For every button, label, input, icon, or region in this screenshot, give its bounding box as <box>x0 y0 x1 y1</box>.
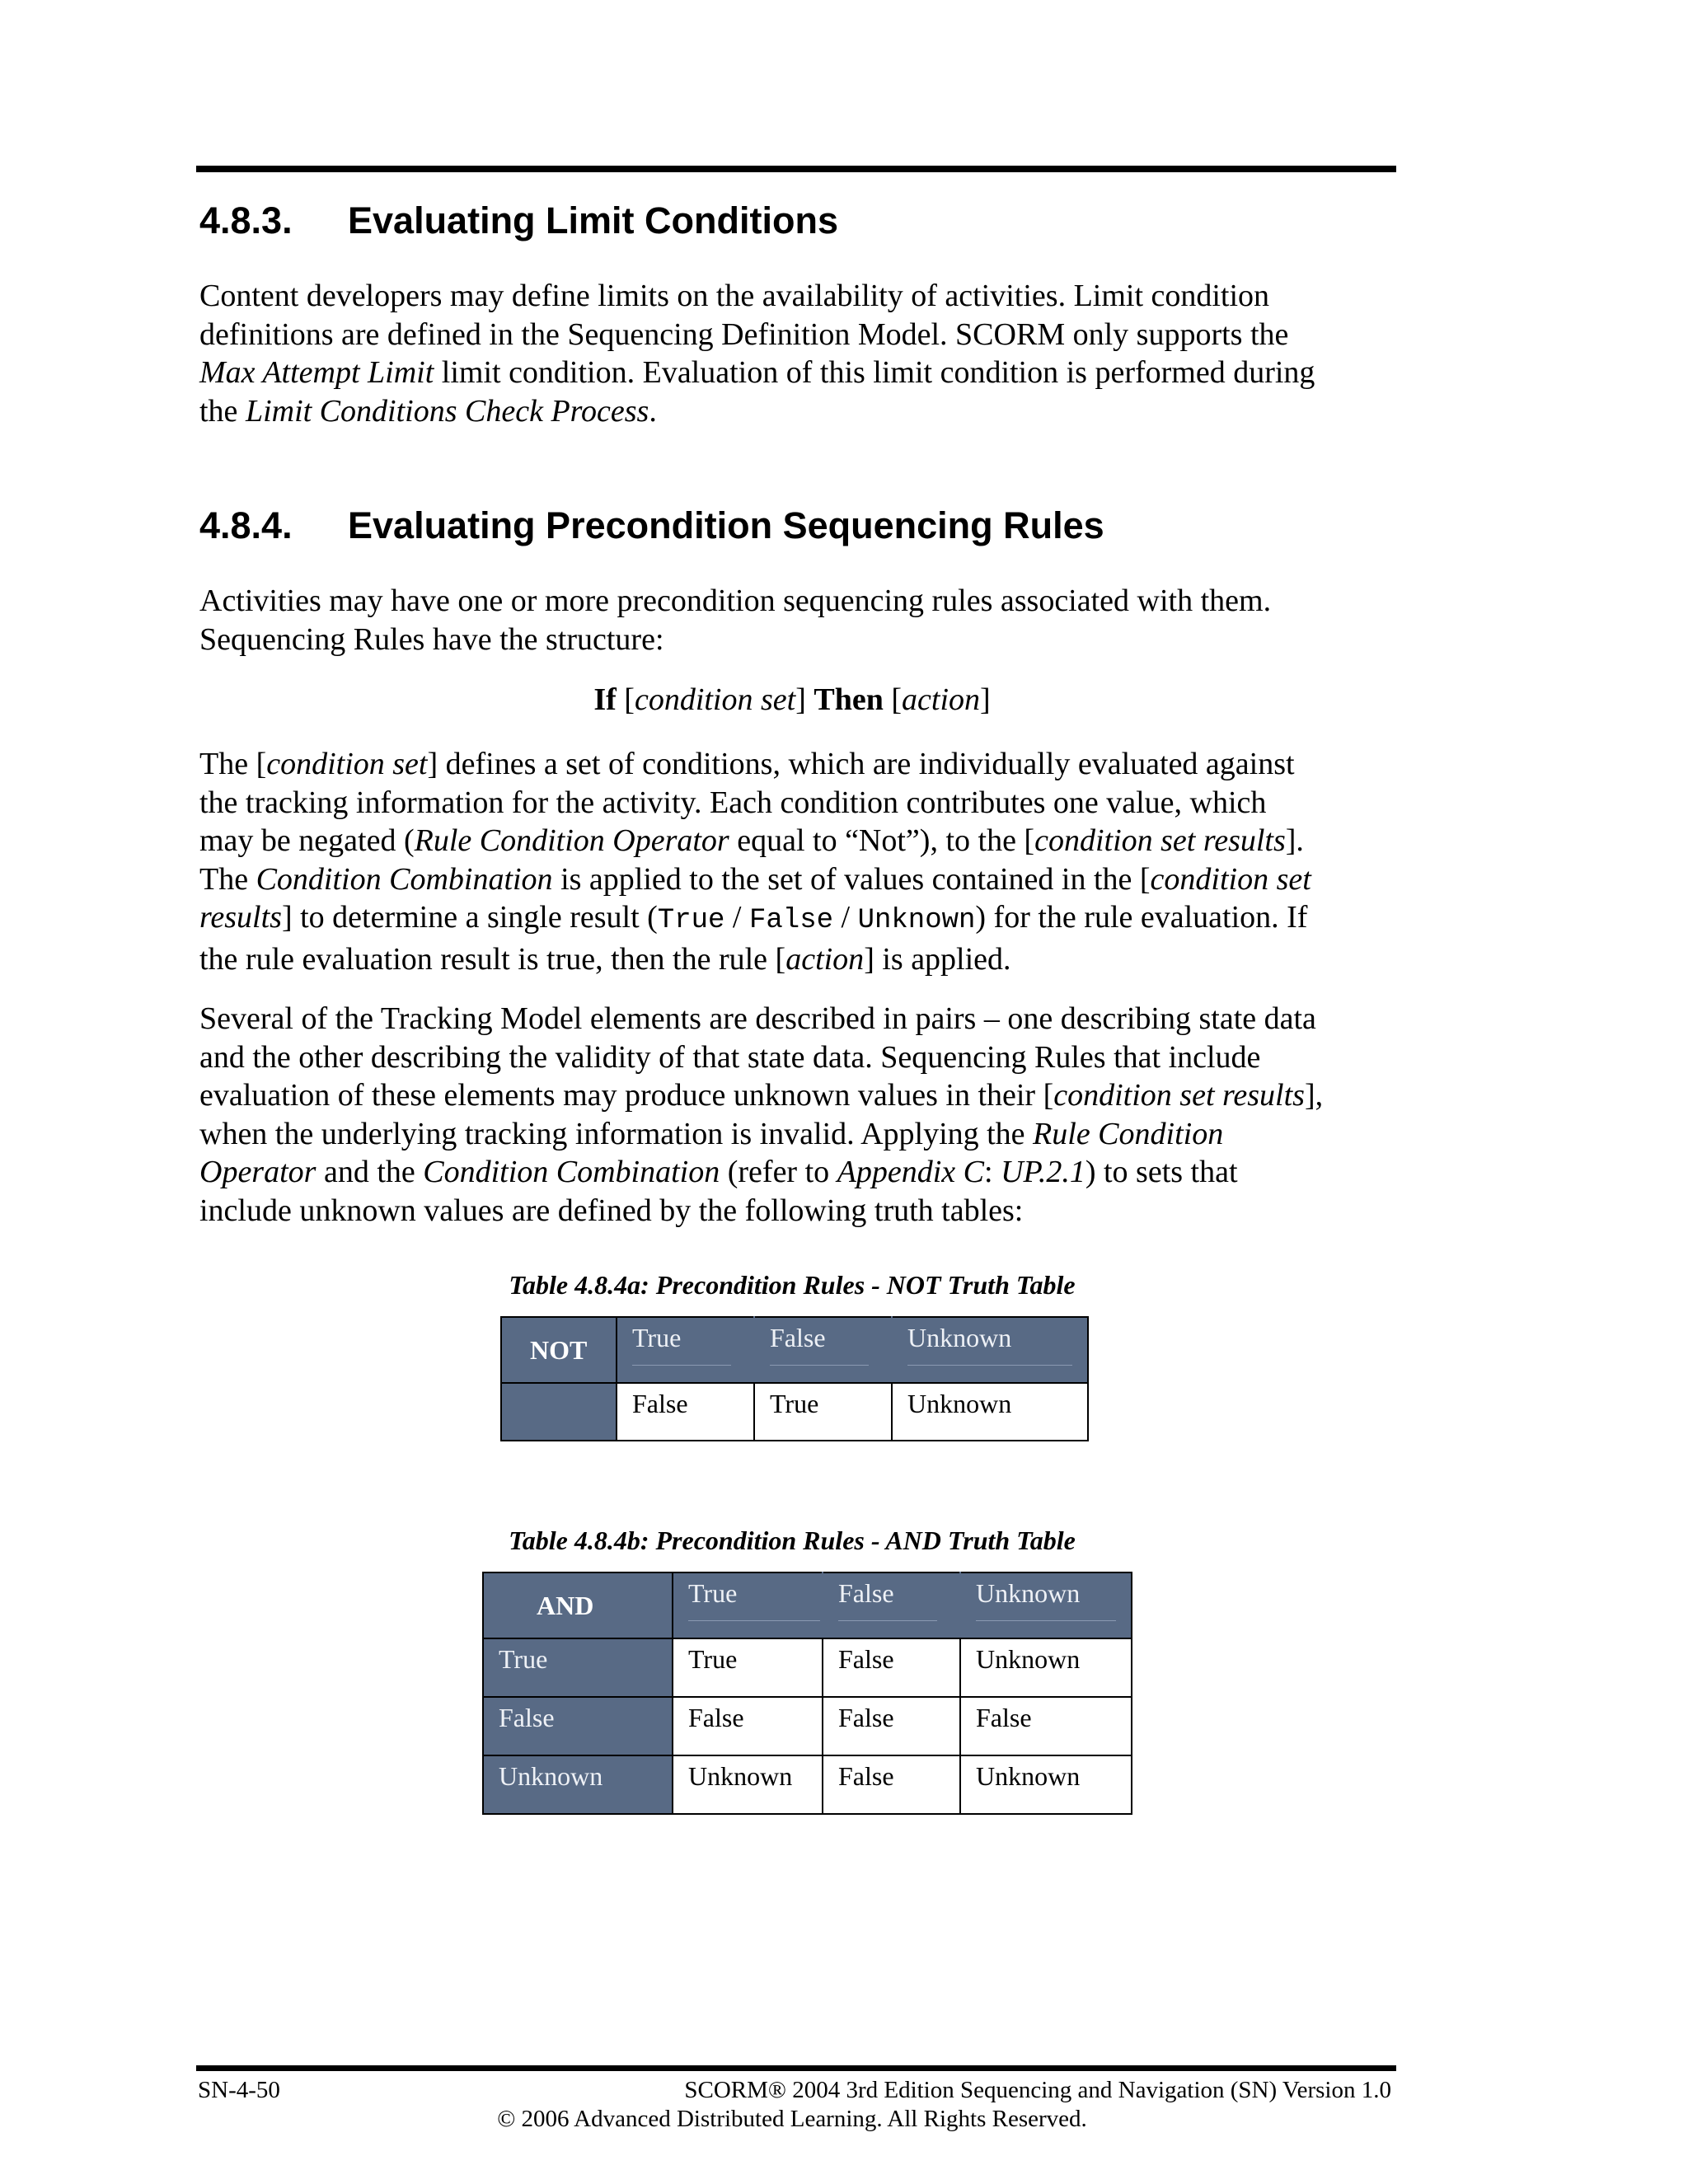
section-heading-4-8-3 <box>199 199 838 243</box>
paragraph-condition-set: The [condition set] defines a set of conditions, which are individually evaluated against the tracking information for the activity. Each condition contributes one value, which may be negated (Rule Condition Operator equal to “Not”), to the [condition set results]. The Condition Combination is applied to the set of values contained in the [condition set results] to determine a single result (True / False / Unknown) for the rule evaluation. If the rule evaluation result is true, then the rule [action] is applied. <box>199 747 1311 977</box>
table-cell: False <box>617 1383 754 1441</box>
section-title: Evaluating Limit Conditions <box>348 199 838 241</box>
section-number: 4.8.4. <box>199 504 293 546</box>
table-cell: Unknown <box>892 1383 1088 1441</box>
row-header: False <box>483 1697 673 1755</box>
column-header: Unknown <box>892 1317 1088 1383</box>
column-header: True <box>673 1572 823 1638</box>
table-cell: Unknown <box>960 1638 1132 1697</box>
table-cell: False <box>673 1697 823 1755</box>
table-cell: False <box>960 1697 1132 1755</box>
table-cell: False <box>823 1755 960 1814</box>
row-header-empty <box>501 1383 617 1441</box>
paragraph-limit-conditions: Content developers may define limits on the availability of activities. Limit condition definitions are defined in the Sequencing Definition Model. SCORM only supports the Max Attempt Limit limit condition. Evaluation of this limit condition is performed during the Limit Conditions Check Process. <box>199 279 1315 429</box>
not-truth-table <box>500 1316 1089 1441</box>
table-cell: Unknown <box>960 1755 1132 1814</box>
row-header: True <box>483 1638 673 1697</box>
table-corner-label: AND <box>483 1572 673 1638</box>
top-rule <box>196 166 1396 172</box>
table-cell: True <box>754 1383 892 1441</box>
table-cell: False <box>823 1697 960 1755</box>
row-header: Unknown <box>483 1755 673 1814</box>
paragraph-sequencing-intro: Activities may have one or more precondition sequencing rules associated with them. Sequencing Rules have the structure: <box>199 583 1272 657</box>
and-truth-table <box>482 1572 1132 1815</box>
table-cell: True <box>673 1638 823 1697</box>
column-header: False <box>754 1317 892 1383</box>
rule-structure-formula: If [condition set] Then [action] <box>593 682 991 717</box>
column-header: False <box>823 1572 960 1638</box>
footer-copyright: © 2006 Advanced Distributed Learning. All Rights Reserved. <box>497 2106 1087 2132</box>
footer-document-title: SCORM® 2004 3rd Edition Sequencing and Navigation (SN) Version 1.0 <box>684 2077 1391 2103</box>
table-caption-not: Table 4.8.4a: Precondition Rules - NOT Truth Table <box>509 1270 1076 1300</box>
section-heading-4-8-4 <box>199 504 1104 548</box>
table-cell: False <box>823 1638 960 1697</box>
table-row <box>483 1638 1132 1697</box>
section-number: 4.8.3. <box>199 199 293 241</box>
table-corner-label: NOT <box>501 1317 617 1383</box>
table-row <box>483 1755 1132 1814</box>
table-cell: Unknown <box>673 1755 823 1814</box>
column-header: Unknown <box>960 1572 1132 1638</box>
column-header: True <box>617 1317 754 1383</box>
paragraph-tracking-model-pairs: Several of the Tracking Model elements are described in pairs – one describing state data and the other describing the validity of that state data. Sequencing Rules that include evaluation of these elements may produce unknown values in their [condition set results], when the underlying tracking information is invalid. Applying the Rule Condition Operator and the Condition Combination (refer to Appendix C: UP.2.1) to sets that include unknown values are defined by the following truth tables: <box>199 1001 1324 1228</box>
section-title: Evaluating Precondition Sequencing Rules <box>348 504 1104 546</box>
footer-page-number: SN-4-50 <box>198 2077 280 2103</box>
table-row <box>483 1697 1132 1755</box>
footer-rule <box>196 2065 1396 2071</box>
table-caption-and: Table 4.8.4b: Precondition Rules - AND Truth Table <box>509 1526 1076 1555</box>
